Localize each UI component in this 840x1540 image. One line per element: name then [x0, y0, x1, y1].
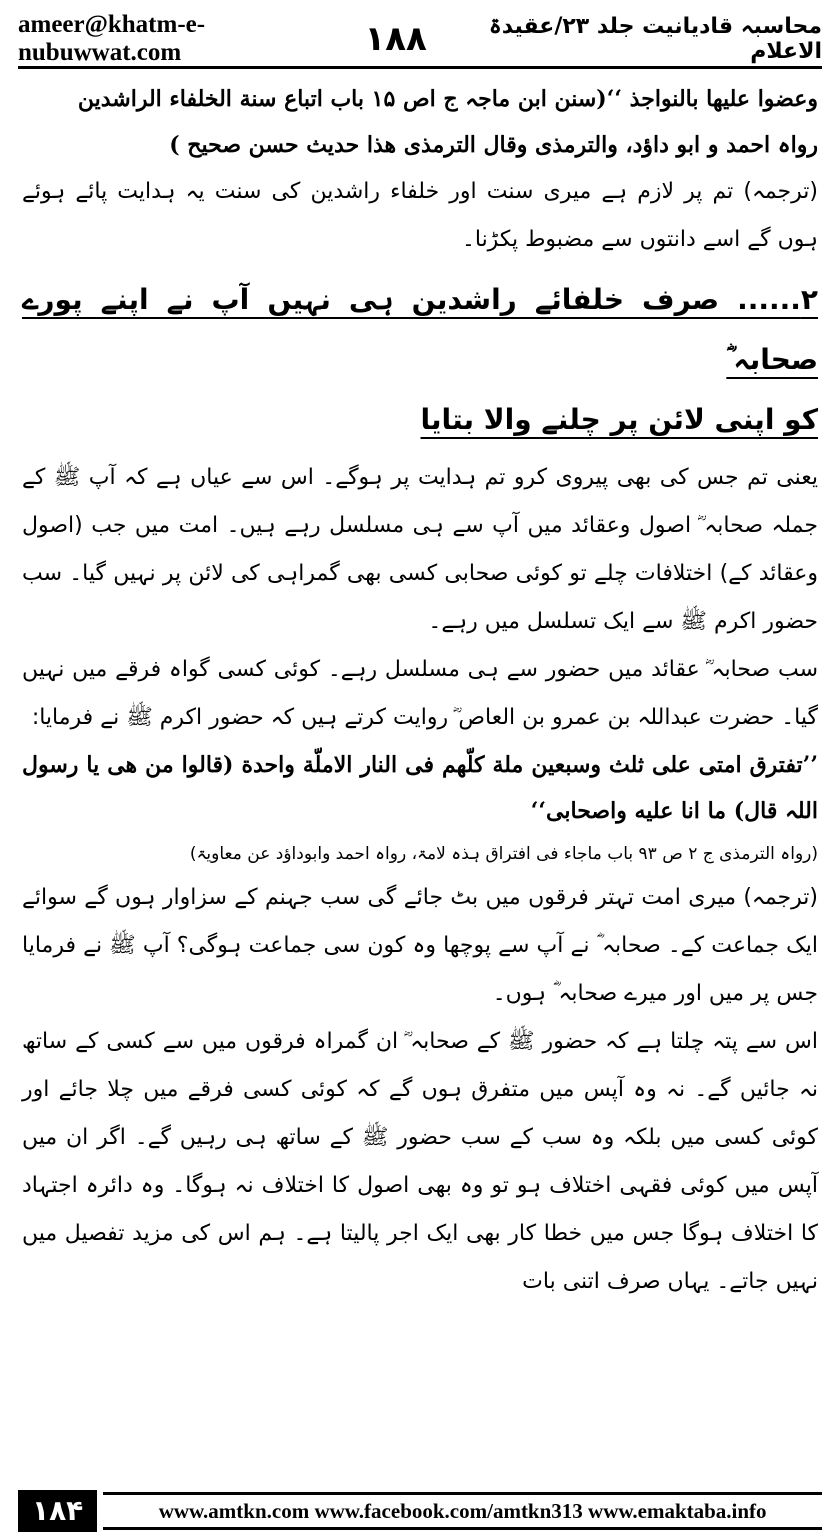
paragraph-conclusion: اس سے پتہ چلتا ہے کہ حضور ﷺ کے صحابہ ؓ ان گمراہ فرقوں میں سے کسی کے ساتھ نہ جائیں گے۔ نہ وہ آپس میں متفرق ہوں گے کہ کوئی کسی فرقے میں چلا جائے اور کوئی کسی میں بلکہ وہ سب کے سب حضور ﷺ کے ساتھ ہی رہیں گے۔ اگر ان میں آپس میں کوئی فقہی اختلاف ہو تو وہ بھی اصول کا اختلاف نہ ہوگا۔ وہ دائرہ اجتہاد کا اختلاف ہوگا جس میں خطا کار بھی ایک اجر پالیتا ہے۔ ہم اس کی مزید تفصیل میں نہیں جاتے۔ یہاں صرف اتنی بات	[22, 1029, 818, 1294]
paragraph-explanation-2: سب صحابہ ؓ عقائد میں حضور سے ہی مسلسل رہے۔ کوئی کسی گواہ فرقے میں نہیں گیا۔ حضرت عبداللہ بن عمرو بن العاص ؓ روایت کرتے ہیں کہ حضور اکرم ﷺ نے فرمایا:	[22, 657, 818, 730]
paragraph-explanation-1: یعنی تم جس کی بھی پیروی کرو تم ہدایت پر ہوگے۔ اس سے عیاں ہے کہ آپ ﷺ کے جملہ صحابہ ؓ اصول وعقائد میں آپ سے ہی مسلسل رہے ہیں۔ امت میں جب (اصول وعقائد کے) اختلافات چلے تو کوئی صحابی کسی بھی گمراہی کی لائن پر نہیں گیا۔ سب حضور اکرم ﷺ سے ایک تسلسل میں رہے۔	[22, 465, 818, 634]
header-book-title: محاسبہ قادیانیت جلد ۲۳/عقیدۃ الاعلام	[488, 14, 822, 64]
header-email: ameer@khatm-e-nubuwwat.com	[18, 11, 206, 66]
paragraph-translation-2: (ترجمہ) میری امت تہتر فرقوں میں بٹ جائے گی سب جہنم کے سزاوار ہوں گے سوائے ایک جماعت کے۔ صحابہ ؓ نے آپ سے پوچھا وہ کون سی جماعت ہوگی؟ آپ ﷺ نے فرمایا جس پر میں اور میرے صحابہ ؓ ہوں۔	[22, 885, 818, 1006]
paragraph-citation: (رواہ الترمذی ج ۲ ص ۹۳ باب ماجاء فی افتراق ہذہ لامۃ، رواہ احمد وابوداؤد عن معاویۃ)	[189, 844, 818, 864]
footer-page-number: ۱۸۴	[18, 1490, 97, 1532]
paragraph-arabic-hadith: ’’تفترق امتی علی ثلث وسبعین ملة کلّھم فی النار الاملّة واحدة (قالوا من ھی یا رسول اللہ قال) ما انا علیه واصحابی‘‘	[22, 752, 818, 824]
paragraph-hadith-reference: رواہ احمد و ابو داؤد، والترمذی وقال الترمذی هذا حدیث حسن صحیح )	[169, 132, 818, 158]
page-header	[18, 11, 822, 66]
paragraph-translation-1: (ترجمہ) تم پر لازم ہے میری سنت اور خلفاء راشدین کی سنت یہ ہدایت پائے ہوئے ہوں گے اسے دانتوں سے مضبوط پکڑنا۔	[22, 179, 818, 252]
section-heading-line-2: کو اپنی لائن پر چلنے والا بتایا	[420, 403, 818, 436]
page-footer	[18, 1490, 822, 1532]
section-heading	[22, 270, 818, 390]
section-heading-cont	[22, 390, 818, 450]
section-heading-line-1: ۲...... صرف خلفائے راشدین ہی نہیں آپ نے اپنے پورے صحابہ ؓ	[22, 283, 818, 376]
header-page-number: ۱۸۸	[364, 19, 427, 59]
footer-urls: www.amtkn.com www.facebook.com/amtkn313 www.emaktaba.info	[103, 1492, 822, 1530]
page-body	[22, 76, 818, 1306]
header-left	[18, 11, 427, 67]
header-rule	[18, 66, 822, 69]
paragraph-hadith-continuation: وعضوا علیها بالنواجذ ‘‘(سنن ابن ماجہ ج اص ۱۵ باب اتباع سنة الخلفاء الراشدین	[77, 86, 818, 112]
